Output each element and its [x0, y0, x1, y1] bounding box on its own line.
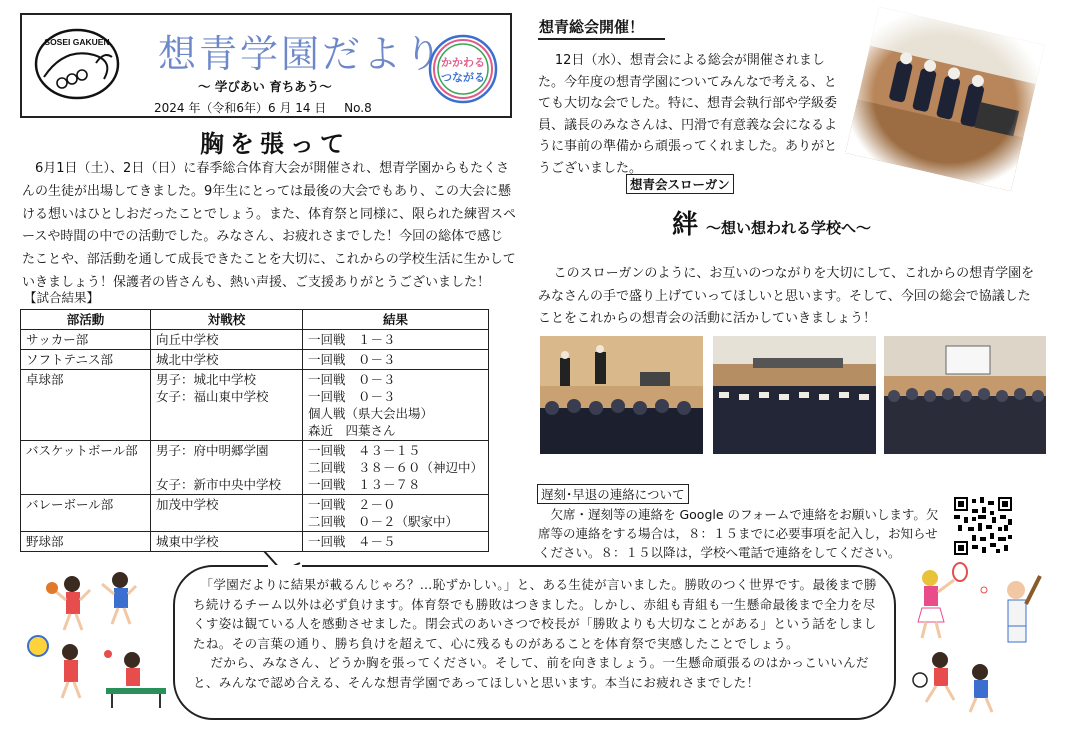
table-row [21, 441, 489, 495]
opponent-cell: 向丘中学校 [150, 330, 302, 350]
masthead [20, 13, 512, 118]
opponent-cell: 男子：府中明郷学園 女子：新市中央中学校 [150, 441, 302, 495]
team-cell: サッカー部 [21, 330, 151, 350]
assembly-photo-screen [884, 336, 1046, 454]
table-row [21, 532, 489, 552]
table-row [21, 370, 489, 441]
header-opponent: 対戦校 [150, 310, 302, 330]
sports-kids-illustration [900, 560, 1050, 720]
slogan-body [538, 263, 1038, 331]
team-cell: ソフトテニス部 [21, 350, 151, 370]
svg-text:SOSEI GAKUEN: SOSEI GAKUEN [44, 37, 110, 47]
newsletter-subtitle: ～ 学びあい 育ちあう～ [198, 79, 332, 94]
issue-date: 2024 年（令和6年）6 月 14 日 [154, 101, 327, 115]
notice-body [538, 505, 942, 562]
slogan [672, 204, 871, 241]
heading-underline [538, 38, 665, 40]
slogan-sub: ～想い想われる学校へ～ [706, 219, 872, 237]
opponent-cell: 男子：城北中学校 女子：福山東中学校 [150, 370, 302, 441]
notice-paragraph: 欠席・遅刻等の連絡を Google のフォームで連絡をお願いします。欠席等の連絡をする場合は，８：１５までに必要事項を記入し，お知らせください。８：１５以降は，学校へ電話で連絡をしてください。 [538, 507, 939, 560]
result-cell: 一回戦 ２－０ 二回戦 ０－２（駅家中） [302, 495, 488, 532]
meeting-body [538, 50, 842, 179]
svg-text:つながる: つながる [441, 71, 485, 84]
team-cell: バレーボール部 [21, 495, 151, 532]
qr-code-icon[interactable] [954, 497, 1012, 555]
opponent-cell: 城北中学校 [150, 350, 302, 370]
assembly-photo-stage [540, 336, 703, 454]
result-cell: 一回戦 ０－３ 一回戦 ０－３ 個人戦（県大会出場） 森近 四葉さん [302, 370, 488, 441]
table-row [21, 495, 489, 532]
speech-tail [262, 551, 302, 573]
meeting-photo [845, 7, 1044, 191]
table-row [21, 350, 489, 370]
table-row [21, 330, 489, 350]
team-cell: バスケットボール部 [21, 441, 151, 495]
school-logo-icon [34, 27, 120, 101]
newsletter-title: 想青学園だより [158, 32, 446, 76]
slogan-paragraph: このスローガンのように、お互いのつながりを大切にして、これからの想青学園をみなさんの手で盛り上げていってほしいと思います。そして、今回の総会で協議したことをこれからの想青会の活動に活かしていきましょう！ [538, 266, 1035, 326]
opponent-cell: 加茂中学校 [150, 495, 302, 532]
assembly-photo-hall [713, 336, 876, 454]
header-team: 部活動 [21, 310, 151, 330]
svg-text:かかわる: かかわる [441, 56, 485, 69]
slogan-main: 絆 [672, 210, 699, 240]
result-cell: 一回戦 ４－５ [302, 532, 488, 552]
header-result: 結果 [302, 310, 488, 330]
result-cell: 一回戦 ４３－１５ 二回戦 ３８－６０（神辺中） 一回戦 １３－７８ [302, 441, 488, 495]
results-label: 【試合結果】 [24, 290, 100, 305]
issue-date-line [154, 99, 372, 116]
article-body [22, 158, 516, 295]
article-paragraph: 6月1日（土）、2日（日）に春季総合体育大会が開催され、想青学園からもたくさんの生徒が出場してきました。9年生にとっては最後の大会でもあり、この大会に懸ける想いはひとしおだったことでしょう。また、体育祭と同様に、限られた練習スペースや時間の中での活動でした。みなさん、お疲れさまでした！今回の総体で感じたことや、部活動を通して成長できたことを大切に、これからの学校生活に生かしていきましょう！保護者の皆さんも、熱い声援、ご支援ありがとうございました！ [22, 161, 517, 290]
message-paragraph: だから、みなさん、どうか胸を張ってください。そして、前を向きましょう。一生懸命頑張るのはかっこいいんだと、みんなで認め合える、そんな想青学園であってほしいと思います。本当にお疲れさまでした！ [193, 655, 869, 690]
message-body [193, 575, 883, 692]
results-header-row [21, 310, 489, 330]
article-title: 胸を張って [200, 129, 350, 158]
team-cell: 野球部 [21, 532, 151, 552]
opponent-cell: 城東中学校 [150, 532, 302, 552]
team-cell: 卓球部 [21, 370, 151, 441]
issue-number: No.8 [344, 101, 372, 115]
meeting-paragraph: 12日（水）、想青会による総会が開催されました。今年度の想青学園についてみんなで考える、とても大切な会でした。特に、想青会執行部や学級委員、議長のみなさんは、円滑で有意義な会になるように事前の準備から頑張ってくれました。ありがとうございました。 [538, 53, 838, 176]
message-paragraph: 「学園だよりに結果が載るんじゃろ？…恥ずかしい。」と、ある生徒が言いました。勝敗のつく世界です。最後まで勝ち続けるチーム以外は必ず負けます。体育祭でも勝敗はつきました。しかし、赤組も青組も一生懸命最後まで全力を尽くす姿は観ている人を感動させました。閉会式のあいさつで校長が「勝敗よりも大切なことがある」という話をしましたね。その言葉の通り、勝ち負けを超えて、心に残るものがあることを体育祭で実感したことでしょう。 [193, 577, 877, 651]
result-cell: 一回戦 １－３ [302, 330, 488, 350]
slogan-label: 想青会スローガン [626, 174, 734, 194]
meeting-heading: 想青総会開催！ [539, 18, 645, 36]
notice-heading: 遅刻･早退の連絡について [537, 484, 689, 504]
result-cell: 一回戦 ０－３ [302, 350, 488, 370]
results-table [20, 309, 489, 552]
sports-kids-illustration [24, 560, 174, 710]
badge-circle-icon [427, 33, 499, 105]
